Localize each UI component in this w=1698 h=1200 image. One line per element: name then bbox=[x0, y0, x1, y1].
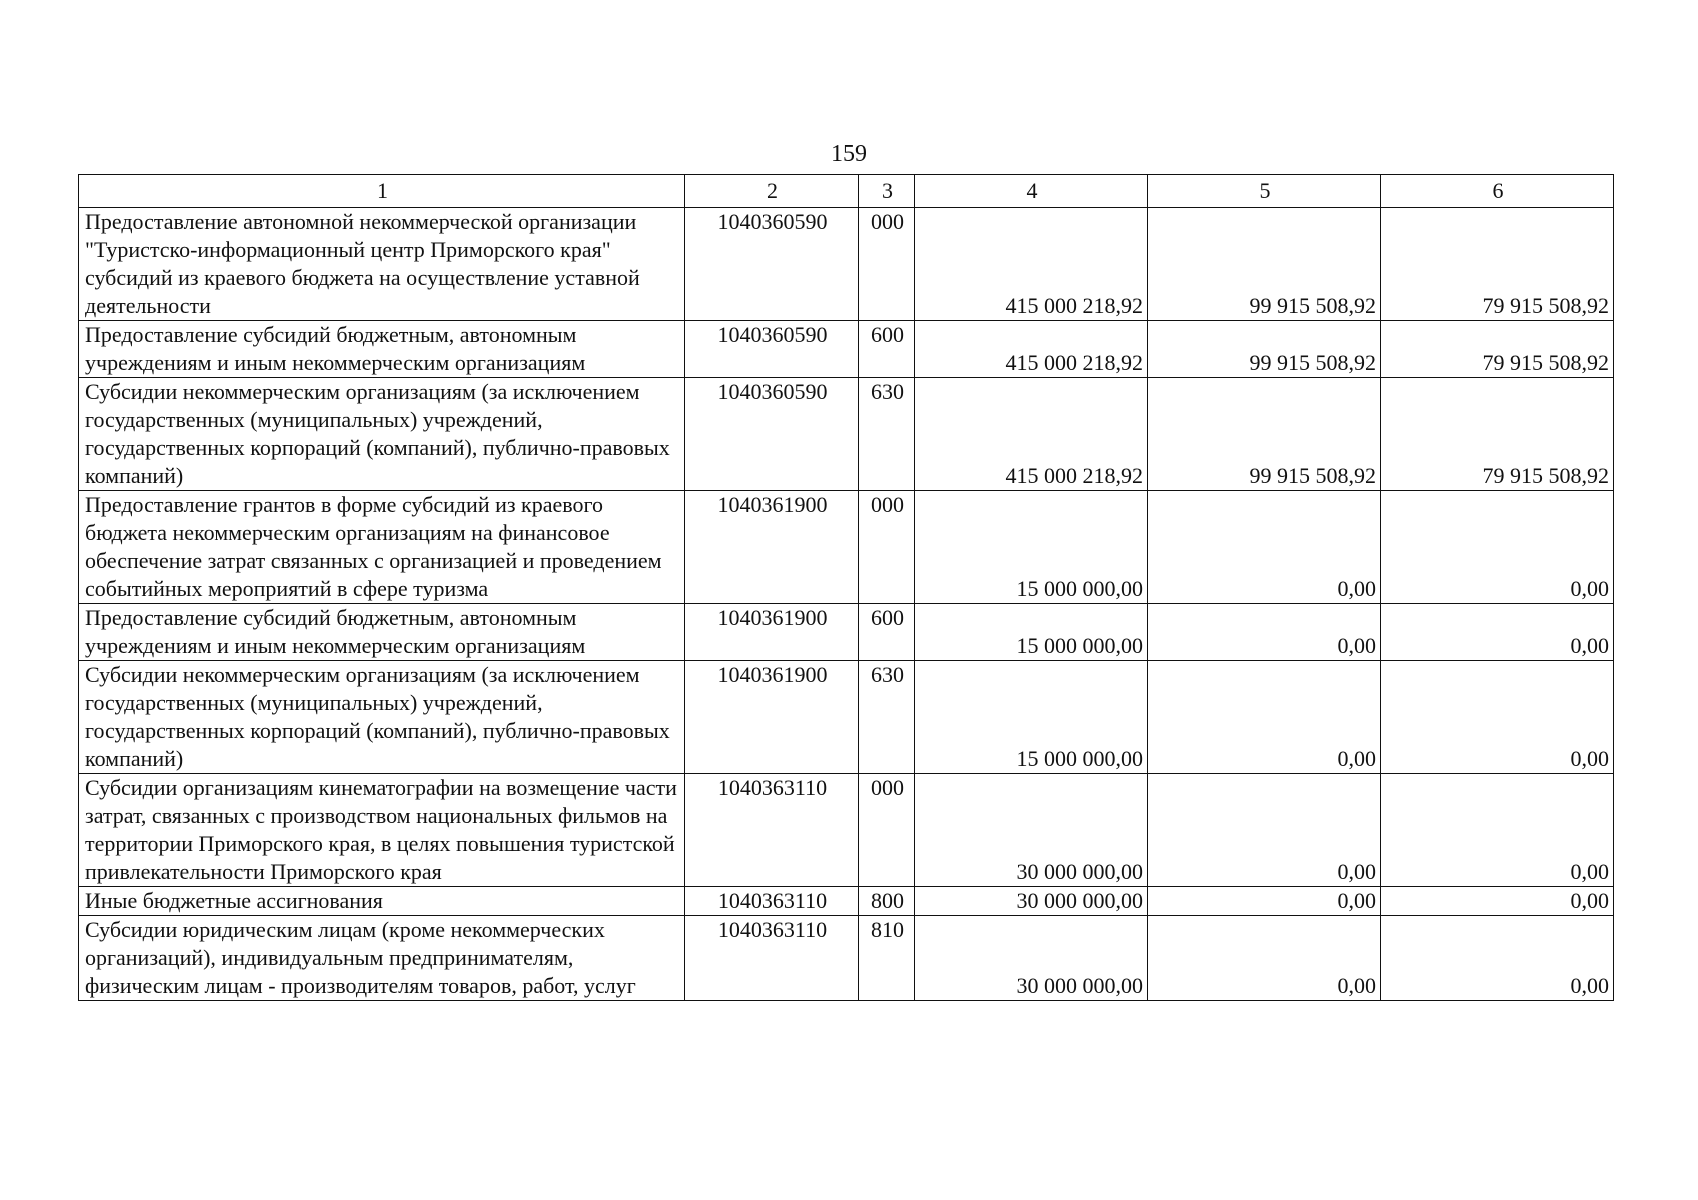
expense-name-cell: Субсидии организациям кинематографии на возмещение части затрат, связанных с производством национальных фильмов на территории Приморского края, в целях повышения туристской привлекательности Приморского края bbox=[79, 774, 685, 887]
table-header-row bbox=[79, 175, 1614, 208]
expense-name-cell: Субсидии юридическим лицам (кроме некоммерческих организаций), индивидуальным предпринимателям, физическим лицам - производителям товаров, работ, услуг bbox=[79, 916, 685, 1001]
amount-col5-cell: 99 915 508,92 bbox=[1148, 321, 1381, 378]
amount-col4-cell: 415 000 218,92 bbox=[915, 378, 1148, 491]
amount-col6-cell: 79 915 508,92 bbox=[1381, 378, 1614, 491]
target-article-code-cell: 1040363110 bbox=[685, 916, 859, 1001]
amount-col5-cell: 99 915 508,92 bbox=[1148, 208, 1381, 321]
expense-type-cell: 600 bbox=[859, 321, 915, 378]
column-header: 2 bbox=[685, 175, 859, 208]
amount-col6-cell: 0,00 bbox=[1381, 661, 1614, 774]
amount-col4-cell: 30 000 000,00 bbox=[915, 774, 1148, 887]
amount-col5-cell: 0,00 bbox=[1148, 887, 1381, 916]
column-header: 3 bbox=[859, 175, 915, 208]
amount-col5-cell: 0,00 bbox=[1148, 661, 1381, 774]
budget-table bbox=[78, 174, 1614, 1001]
expense-name-cell: Предоставление грантов в форме субсидий из краевого бюджета некоммерческим организациям на финансовое обеспечение затрат связанных с организацией и проведением событийных мероприятий в сфере туризма bbox=[79, 491, 685, 604]
target-article-code-cell: 1040361900 bbox=[685, 604, 859, 661]
target-article-code-cell: 1040363110 bbox=[685, 887, 859, 916]
expense-type-cell: 630 bbox=[859, 378, 915, 491]
page-number: 159 bbox=[831, 141, 867, 167]
amount-col5-cell: 0,00 bbox=[1148, 491, 1381, 604]
amount-col6-cell: 0,00 bbox=[1381, 916, 1614, 1001]
amount-col6-cell: 0,00 bbox=[1381, 604, 1614, 661]
target-article-code-cell: 1040361900 bbox=[685, 661, 859, 774]
amount-col4-cell: 15 000 000,00 bbox=[915, 604, 1148, 661]
expense-name-cell: Предоставление субсидий бюджетным, автономным учреждениям и иным некоммерческим организациям bbox=[79, 604, 685, 661]
expense-type-cell: 600 bbox=[859, 604, 915, 661]
expense-name-cell: Иные бюджетные ассигнования bbox=[79, 887, 685, 916]
table-row bbox=[79, 491, 1614, 604]
expense-name-cell: Субсидии некоммерческим организациям (за исключением государственных (муниципальных) учреждений, государственных корпораций (компаний), публично-правовых компаний) bbox=[79, 661, 685, 774]
amount-col4-cell: 415 000 218,92 bbox=[915, 321, 1148, 378]
amount-col4-cell: 30 000 000,00 bbox=[915, 916, 1148, 1001]
expense-type-cell: 630 bbox=[859, 661, 915, 774]
table-row bbox=[79, 887, 1614, 916]
table-row bbox=[79, 604, 1614, 661]
table-row bbox=[79, 208, 1614, 321]
target-article-code-cell: 1040360590 bbox=[685, 378, 859, 491]
expense-name-cell: Предоставление субсидий бюджетным, автономным учреждениям и иным некоммерческим организациям bbox=[79, 321, 685, 378]
amount-col6-cell: 79 915 508,92 bbox=[1381, 321, 1614, 378]
expense-type-cell: 810 bbox=[859, 916, 915, 1001]
amount-col4-cell: 15 000 000,00 bbox=[915, 661, 1148, 774]
amount-col4-cell: 15 000 000,00 bbox=[915, 491, 1148, 604]
column-header: 4 bbox=[915, 175, 1148, 208]
table-row bbox=[79, 378, 1614, 491]
expense-type-cell: 800 bbox=[859, 887, 915, 916]
expense-name-cell: Субсидии некоммерческим организациям (за исключением государственных (муниципальных) учреждений, государственных корпораций (компаний), публично-правовых компаний) bbox=[79, 378, 685, 491]
amount-col5-cell: 0,00 bbox=[1148, 916, 1381, 1001]
target-article-code-cell: 1040360590 bbox=[685, 321, 859, 378]
table-row bbox=[79, 774, 1614, 887]
table-row bbox=[79, 916, 1614, 1001]
target-article-code-cell: 1040361900 bbox=[685, 491, 859, 604]
amount-col6-cell: 79 915 508,92 bbox=[1381, 208, 1614, 321]
amount-col5-cell: 0,00 bbox=[1148, 774, 1381, 887]
target-article-code-cell: 1040360590 bbox=[685, 208, 859, 321]
expense-type-cell: 000 bbox=[859, 208, 915, 321]
amount-col5-cell: 99 915 508,92 bbox=[1148, 378, 1381, 491]
amount-col4-cell: 415 000 218,92 bbox=[915, 208, 1148, 321]
amount-col6-cell: 0,00 bbox=[1381, 887, 1614, 916]
table-row bbox=[79, 661, 1614, 774]
target-article-code-cell: 1040363110 bbox=[685, 774, 859, 887]
amount-col6-cell: 0,00 bbox=[1381, 774, 1614, 887]
expense-name-cell: Предоставление автономной некоммерческой организации "Туристско-информационный центр Приморского края" субсидий из краевого бюджета на осуществление уставной деятельности bbox=[79, 208, 685, 321]
table-row bbox=[79, 321, 1614, 378]
amount-col6-cell: 0,00 bbox=[1381, 491, 1614, 604]
expense-type-cell: 000 bbox=[859, 491, 915, 604]
amount-col4-cell: 30 000 000,00 bbox=[915, 887, 1148, 916]
amount-col5-cell: 0,00 bbox=[1148, 604, 1381, 661]
column-header: 5 bbox=[1148, 175, 1381, 208]
column-header: 1 bbox=[79, 175, 685, 208]
column-header: 6 bbox=[1381, 175, 1614, 208]
expense-type-cell: 000 bbox=[859, 774, 915, 887]
